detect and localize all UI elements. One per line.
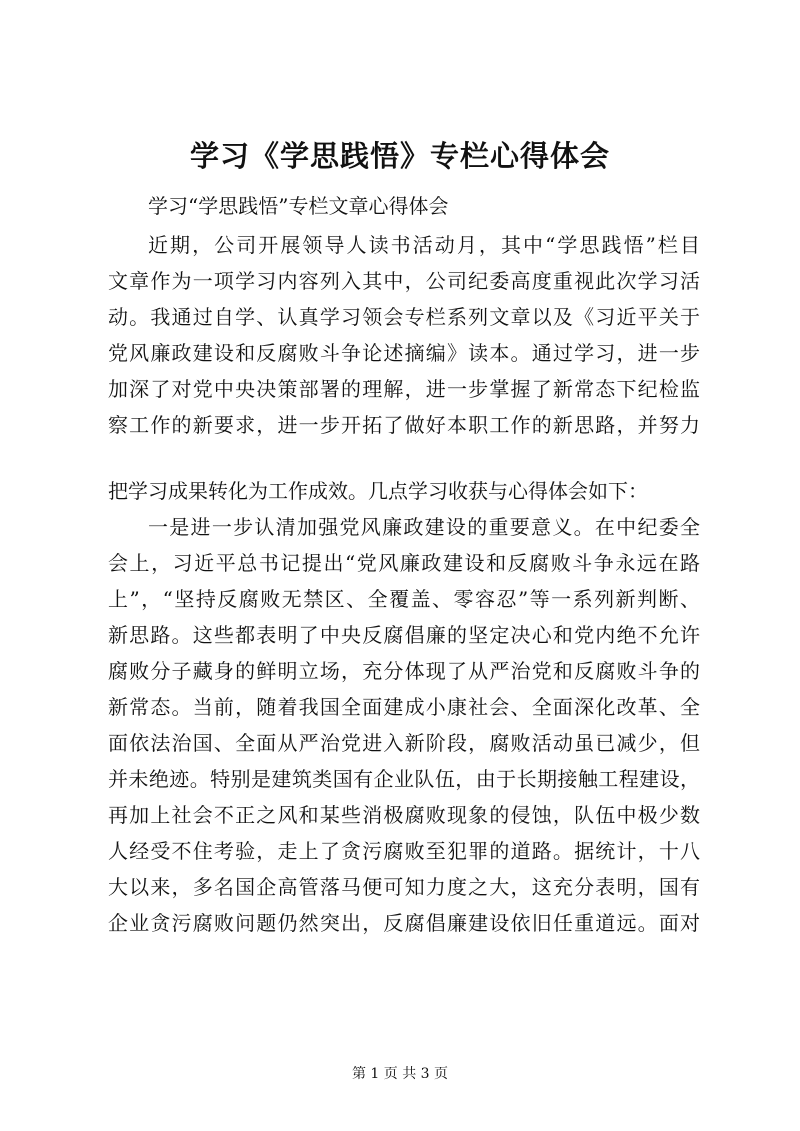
paragraph-line: 上”，“坚持反腐败无禁区、全覆盖、零容忍”等一系列新判断、: [108, 587, 700, 611]
paragraph-line: 并未绝迹。特别是建筑类国有企业队伍，由于长期接触工程建设，: [108, 767, 700, 791]
document-title: 学习《学思践悟》专栏心得体会: [189, 139, 610, 173]
paragraph-line: 一是进一步认清加强党风廉政建设的重要意义。在中纪委全: [148, 515, 700, 539]
document-subtitle: 学习“学思践悟”专栏文章心得体会: [148, 194, 449, 218]
paragraph-line: 党风廉政建设和反腐败斗争论述摘编》读本。通过学习，进一步: [108, 341, 700, 365]
paragraph-line: 企业贪污腐败问题仍然突出，反腐倡廉建设依旧任重道远。面对: [108, 911, 700, 935]
paragraph-line: 面依法治国、全面从严治党进入新阶段，腐败活动虽已减少，但: [108, 731, 700, 755]
paragraph-line: 把学习成果转化为工作成效。几点学习收获与心得体会如下：: [108, 479, 648, 503]
paragraph-line: 文章作为一项学习内容列入其中，公司纪委高度重视此次学习活: [108, 269, 700, 293]
paragraph-line: 新思路。这些都表明了中央反腐倡廉的坚定决心和党内绝不允许: [108, 623, 700, 647]
paragraph-line: 察工作的新要求，进一步开拓了做好本职工作的新思路，并努力: [108, 413, 700, 437]
page-number-footer: 第 1 页 共 3 页: [351, 1066, 449, 1082]
paragraph-line: 大以来，多名国企高管落马便可知力度之大，这充分表明，国有: [108, 875, 700, 899]
paragraph-line: 人经受不住考验，走上了贪污腐败至犯罪的道路。据统计，十八: [108, 839, 700, 863]
paragraph-line: 加深了对党中央决策部署的理解，进一步掌握了新常态下纪检监: [108, 377, 700, 401]
paragraph-line: 近期，公司开展领导人读书活动月，其中“学思践悟”栏目: [148, 233, 700, 257]
paragraph-line: 会上，习近平总书记提出“党风廉政建设和反腐败斗争永远在路: [108, 551, 700, 575]
paragraph-line: 新常态。当前，随着我国全面建成小康社会、全面深化改革、全: [108, 695, 700, 719]
paragraph-line: 再加上社会不正之风和某些消极腐败现象的侵蚀，队伍中极少数: [108, 803, 700, 827]
paragraph-line: 动。我通过自学、认真学习领会专栏系列文章以及《习近平关于: [108, 305, 700, 329]
paragraph-line: 腐败分子藏身的鲜明立场，充分体现了从严治党和反腐败斗争的: [108, 659, 700, 683]
